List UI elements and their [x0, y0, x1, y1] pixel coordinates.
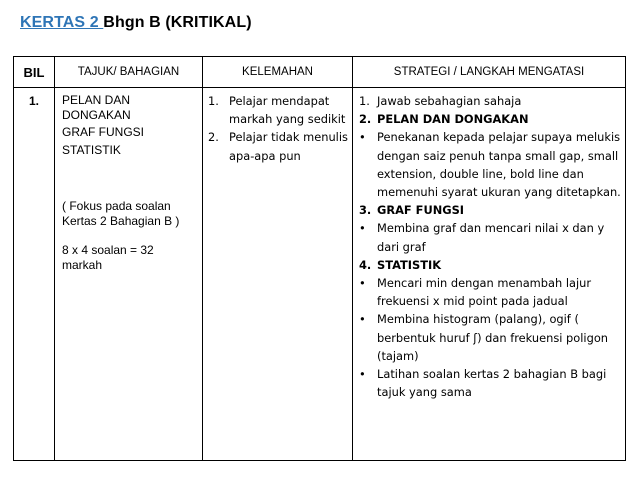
title-link[interactable]: KERTAS 2 — [20, 14, 104, 31]
strategy-bullet: • Latihan soalan kertas 2 bahagian B bagi tajuk yang sama — [359, 365, 621, 401]
header-bil: BIL — [14, 57, 55, 88]
title-text: Bhgn B (KRITIKAL) — [103, 14, 252, 31]
table-header-row — [14, 57, 626, 88]
table-row — [14, 88, 626, 461]
cell-bil: 1. — [14, 88, 55, 461]
header-kelemahan: KELEMAHAN — [203, 57, 353, 88]
strategy-table — [13, 56, 626, 461]
strategy-heading: 3. GRAF FUNGSI — [359, 203, 465, 218]
bullet-icon: • — [359, 276, 366, 291]
focus-note-line: Kertas 2 Bahagian B ) — [62, 213, 180, 228]
strategy-heading: 4. STATISTIK — [359, 257, 442, 272]
header-strategi: STRATEGI / LANGKAH MENGATASI — [353, 57, 626, 88]
slide-title — [20, 14, 252, 32]
bullet-icon: • — [359, 221, 366, 236]
bullet-icon: • — [359, 312, 366, 327]
bullet-icon: • — [359, 367, 366, 382]
strategy-bullet: • Membina graf dan mencari nilai x dan y dari graf — [359, 219, 621, 255]
marks-line: 8 x 4 soalan = 32 — [62, 243, 154, 257]
marks-line: markah — [62, 257, 103, 272]
header-tajuk: TAJUK/ BAHAGIAN — [55, 57, 203, 88]
strategy-bullet: • Membina histogram (palang), ogif ( berbentuk huruf ʃ) dan frekuensi poligon (tajam) — [359, 310, 621, 365]
weakness-item: 2. Pelajar tidak menulis apa-apa pun — [208, 130, 348, 163]
strategy-bullet: • Penekanan kepada pelajar supaya melukis dengan saiz penuh tanpa small gap, small extension, double line, bold line dan memenuhi syarat ukuran yang ditetapkan. — [359, 128, 621, 201]
strategy-heading: 2. PELAN DAN DONGAKAN — [359, 112, 529, 127]
weakness-item: 1. Pelajar mendapat markah yang sedikit — [208, 94, 346, 127]
strategy-bullet: • Mencari min dengan menambah lajur frekuensi x mid point pada jadual — [359, 274, 621, 310]
topic-line: STATISTIK — [62, 142, 121, 157]
topic-line: GRAF FUNGSI — [62, 125, 145, 139]
strategy-item: 1. Jawab sebahagian sahaja — [359, 94, 522, 108]
topic-line: PELAN DAN — [62, 93, 131, 107]
cell-tajuk — [55, 88, 203, 461]
topic-line: DONGAKAN — [62, 107, 131, 122]
focus-note-line: ( Fokus pada soalan — [62, 199, 171, 213]
cell-strategi — [353, 88, 626, 461]
bullet-icon: • — [359, 130, 366, 145]
cell-kelemahan — [203, 88, 353, 461]
